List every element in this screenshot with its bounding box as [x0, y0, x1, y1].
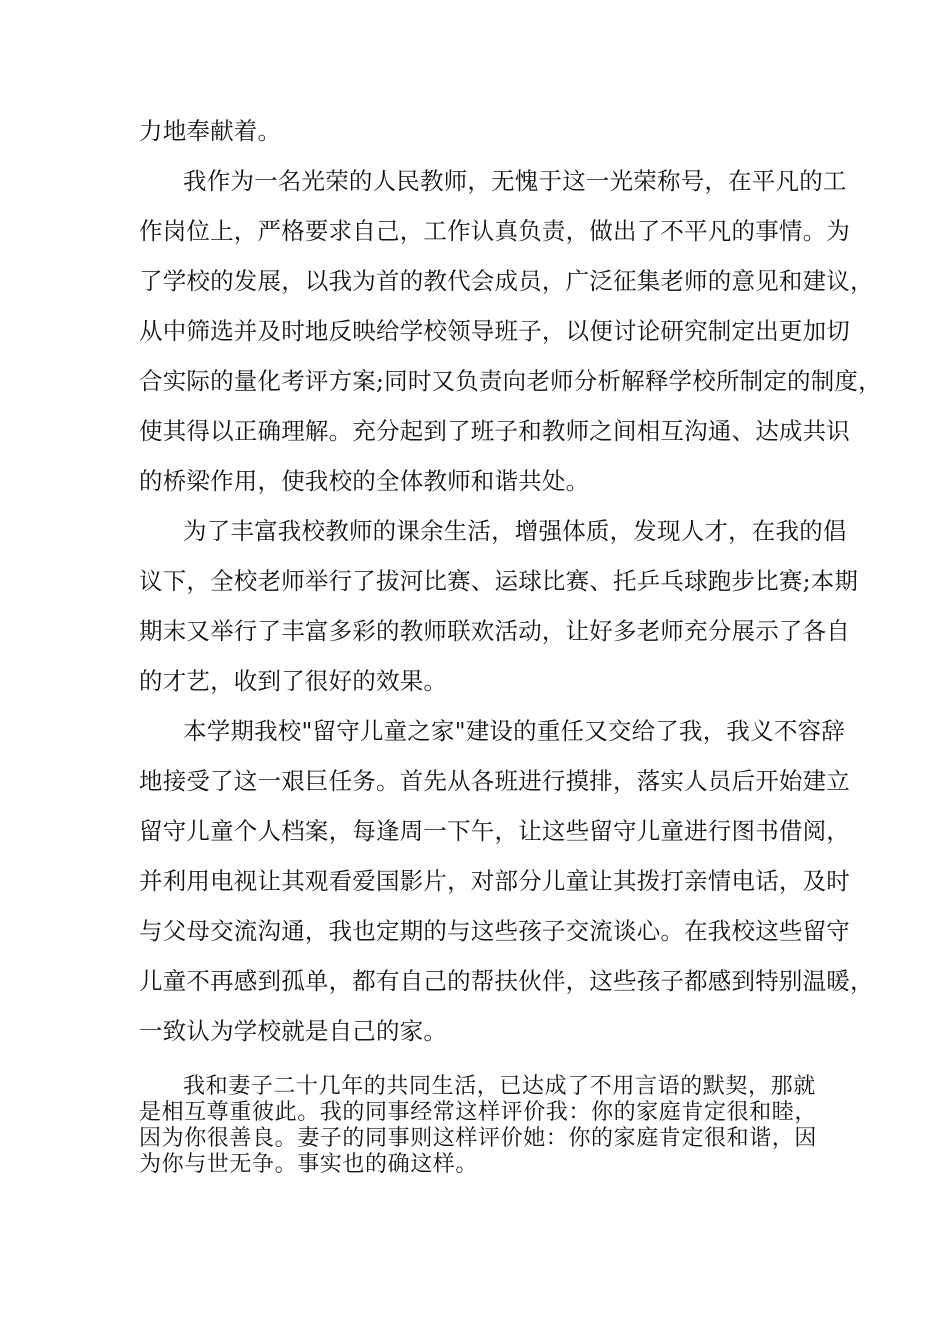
paragraph-first-line: 为了丰富我校教师的课余生活，增强体质，发现人才，在我的倡 [183, 517, 847, 545]
text-line: 力地奉献着。 [139, 117, 282, 145]
text-line: 使其得以正确理解。充分起到了班子和教师之间相互沟通、达成共识 [139, 417, 850, 445]
paragraph-first-line: 本学期我校"留守儿童之家"建设的重任又交给了我，我义不容辞 [183, 717, 845, 745]
text-line: 作岗位上，严格要求自己，工作认真负责，做出了不平凡的事情。为 [139, 217, 850, 245]
text-line: 地接受了这一艰巨任务。首先从各班进行摸排，落实人员后开始建立 [139, 767, 850, 795]
text-line: 合实际的量化考评方案;同时又负责向老师分析解释学校所制定的制度， [139, 367, 882, 395]
text-line: 的才艺，收到了很好的效果。 [139, 667, 448, 695]
text-line: 为你与世无争。事实也的确这样。 [139, 1152, 479, 1177]
text-line: 议下，全校老师举行了拔河比赛、运球比赛、托乒乓球跑步比赛;本期 [139, 567, 859, 595]
text-line: 并利用电视让其观看爱国影片，对部分儿童让其拨打亲情电话，及时 [139, 867, 850, 895]
text-line: 一致认为学校就是自己的家。 [139, 1017, 448, 1045]
text-line: 了学校的发展，以我为首的教代会成员，广泛征集老师的意见和建议， [139, 267, 874, 295]
text-line: 因为你很善良。妻子的同事则这样评价她：你的家庭肯定很和谐，因 [139, 1126, 818, 1151]
text-line: 留守儿童个人档案，每逢周一下午，让这些留守儿童进行图书借阅， [139, 817, 850, 845]
text-line: 与父母交流沟通，我也定期的与这些孩子交流谈心。在我校这些留守 [139, 917, 850, 945]
text-line: 的桥梁作用，使我校的全体教师和谐共处。 [139, 467, 590, 495]
paragraph-first-line: 我和妻子二十几年的共同生活，已达成了不用言语的默契，那就 [183, 1074, 816, 1099]
text-line: 是相互尊重彼此。我的同事经常这样评价我：你的家庭肯定很和睦， [139, 1100, 818, 1125]
text-line: 儿童不再感到孤单，都有自己的帮扶伙伴，这些孩子都感到特别温暖， [139, 967, 874, 995]
text-line: 期末又举行了丰富多彩的教师联欢活动，让好多老师充分展示了各自 [139, 617, 850, 645]
text-line: 从中筛选并及时地反映给学校领导班子，以便讨论研究制定出更加切 [139, 317, 850, 345]
paragraph-first-line: 我作为一名光荣的人民教师，无愧于这一光荣称号，在平凡的工 [183, 167, 847, 195]
